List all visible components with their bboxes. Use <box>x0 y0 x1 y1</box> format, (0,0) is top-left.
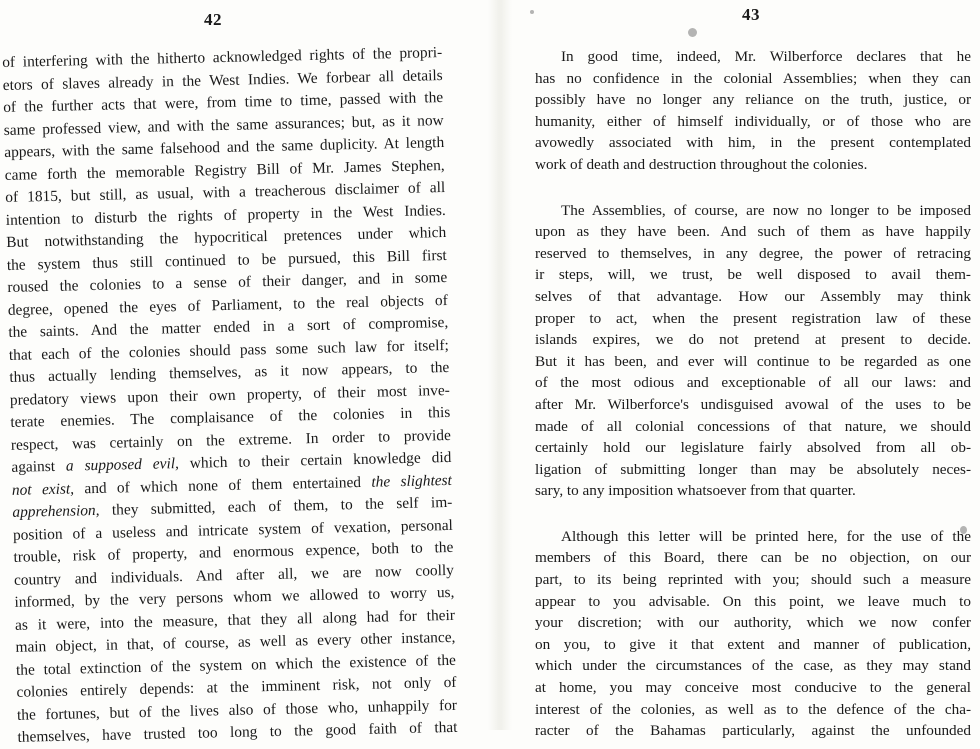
text-line: humanity, either of himself individually, or of those who are <box>535 112 971 130</box>
text-line: work of death and destruction throughout the colonies. <box>535 155 868 173</box>
italic-text-segment: the slightest <box>371 471 453 491</box>
text-line: on you, to give it that extent and manner of publication, <box>535 635 971 653</box>
text-segment: colonies entirely depends: at the imminent risk, not only of <box>16 673 457 701</box>
text-segment: etors of slaves already in the West Indies. We forbear all details <box>2 66 443 94</box>
book-gutter <box>488 0 512 730</box>
text-line: has no confidence in the colonial Assemblies; when they can <box>535 69 971 87</box>
text-line: made of all colonial concessions of that nature, we should <box>535 417 971 435</box>
italic-text-segment: a supposed evil, <box>65 455 180 475</box>
text-segment: the fortunes, but of the lives also of those who, unhappily for <box>16 696 458 724</box>
ink-blot <box>530 10 534 14</box>
text-segment: the saints. And the matter ended in a sort of compromise, <box>8 313 449 341</box>
left-page-text <box>2 42 458 749</box>
text-segment: roused the colonies to a sense of their danger, and in some <box>7 268 448 296</box>
text-segment: terate enemies. The complaisance of the colonies in this <box>10 403 451 431</box>
text-segment: position of a useless and intricate system of vexation, personal <box>12 516 454 544</box>
paragraph <box>535 526 971 742</box>
text-line: reserved to themselves, in any degree, the power of retracing <box>535 244 971 262</box>
text-segment: and of which none of them entertained <box>73 473 372 497</box>
text-segment: of the further acts that were, from time to time, passed with the <box>3 89 444 116</box>
text-segment: of 1815, but still, as usual, with a treacherous disclaimer of all <box>5 178 446 206</box>
text-segment: intention to disturb the rights of property in the West Indies. <box>5 201 446 229</box>
paragraph <box>535 46 971 176</box>
text-segment: informed, by the very persons whom we allowed to worry us, <box>14 583 455 611</box>
text-segment: respect, was certainly on the extreme. In order to provide <box>10 426 451 454</box>
italic-text-segment: apprehension, <box>12 501 100 521</box>
paragraph <box>535 200 971 502</box>
text-line: selves of that advantage. How our Assembly may think <box>535 287 971 305</box>
ink-blot <box>688 28 697 37</box>
italic-text-segment: not exist, <box>11 479 75 499</box>
text-segment: as it were, into the measure, that they all along had for their <box>14 606 456 634</box>
text-segment: predatory views upon their own property, of their most inve- <box>9 381 450 409</box>
text-segment: thus actually lending themselves, as it now appears, to the <box>9 358 450 386</box>
page-number-right: 43 <box>742 5 760 24</box>
text-line: at home, you may conceive most conducive to the general <box>535 679 971 697</box>
text-line: after Mr. Wilberforce's undisguised avowal of the uses to be <box>535 395 971 413</box>
text-line: But it has been, and ever will continue to be regarded as one <box>535 352 971 370</box>
text-line: upon as they have been. And such of them as have happily <box>535 223 971 241</box>
text-line: appear to you advisable. On this point, we leave much to <box>535 592 971 610</box>
ink-blot <box>960 526 967 534</box>
text-segment: themselves, have trusted too long to the good faith of that <box>17 718 458 746</box>
text-line: In good time, indeed, Mr. Wilberforce declares that he <box>561 48 971 65</box>
right-page <box>520 0 980 740</box>
text-segment: that each of the colonies should pass some such law for itself; <box>8 336 449 364</box>
text-line: interest of the colonies, as well as to the defence of the cha- <box>535 700 971 718</box>
text-line: racter of the Bahamas particularly, against the unfounded <box>535 722 971 740</box>
text-line: ir steps, will, we trust, be well disposed to avail them- <box>535 266 971 284</box>
text-line: of the most odious and exceptionable of all our laws: and <box>535 374 971 392</box>
text-line: certainly hold our legislature fairly absolved from all ob- <box>535 439 971 457</box>
text-line: sary, to any imposition whatsoever from that quarter. <box>535 482 856 500</box>
text-line: Although this letter will be printed here, for the use of the <box>561 527 971 545</box>
page-number-left: 42 <box>204 10 222 29</box>
text-line: members of this Board, there can be no objection, on our <box>535 549 971 567</box>
text-line: possibly have no longer any reliance on the truth, justice, or <box>535 91 971 109</box>
text-line: The Assemblies, of course, are now no longer to be imposed <box>561 201 971 219</box>
text-segment: which to their certain knowledge did <box>178 448 452 473</box>
paragraph-gap <box>535 502 971 526</box>
text-segment: same professed view, and with the same assurances; but, as it now <box>3 111 444 139</box>
text-line: which under the circumstances of the case, as they may stand <box>535 657 971 675</box>
text-segment: But notwithstanding the hypocritical pretences under which <box>6 223 447 251</box>
text-segment: main object, in that, of course, as well as every other instance, <box>15 628 456 656</box>
paragraph-gap <box>535 176 971 200</box>
text-segment: appears, with the same falsehood and the same duplicity. At length <box>4 133 445 161</box>
text-line: proper to act, when the present registration law of these <box>535 309 971 327</box>
text-segment: they submitted, each of them, to the self im- <box>99 493 453 519</box>
text-line: part, to its being reprinted with you; should such a measure <box>535 571 971 589</box>
text-segment: against <box>11 457 67 476</box>
text-segment: country and individuals. And after all, we are now coolly <box>13 561 455 589</box>
left-page <box>0 0 480 746</box>
text-line: islands expires, we do not pretend at present to decide. <box>535 331 971 349</box>
text-segment: came forth the memorable Registry Bill of Mr. James Stephen, <box>4 156 445 184</box>
text-segment: trouble, risk of property, and enormous expence, both to the <box>13 538 454 566</box>
text-line: your discretion; with our authority, which we now confer <box>535 614 971 632</box>
text-segment: the system thus still continued to be pursued, this Bill first <box>6 246 447 274</box>
text-line: avowedly associated with him, in the present contemplated <box>535 134 971 152</box>
text-segment: the total extinction of the system on which the existence of the <box>15 651 457 679</box>
text-segment: degree, opened the eyes of Parliament, to the real objects of <box>7 291 448 319</box>
right-page-text <box>535 46 971 742</box>
text-line: ligation of submitting longer than may be absolutely neces- <box>535 460 971 478</box>
text-segment: of interfering with the hitherto acknowledged rights of the propri- <box>2 44 443 71</box>
